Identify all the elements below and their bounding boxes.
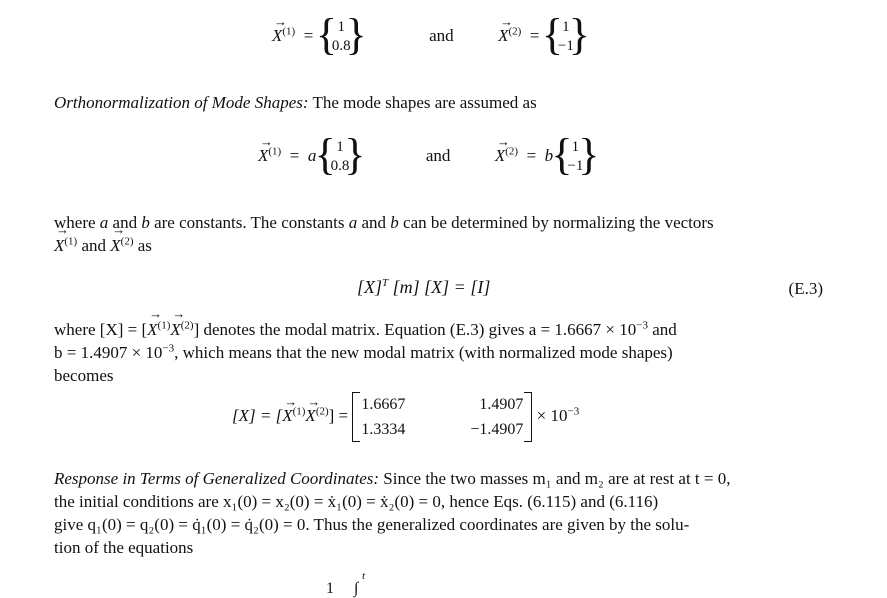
vector-x1-superscript: (1) <box>64 235 78 248</box>
equals-sign: = <box>285 145 304 165</box>
equation-modal-matrix <box>232 392 579 442</box>
conjunction-and: and <box>429 25 454 45</box>
superscript: (2) <box>315 405 329 418</box>
text-fragment: and <box>652 320 677 339</box>
equals-sign: = <box>299 25 318 45</box>
paragraph-modal-matrix <box>54 318 824 387</box>
e3-mass-matrix: [m] <box>392 277 420 297</box>
text-fragment: where [X] = [ <box>54 320 148 339</box>
vector-x1-value-1: { 1 <box>337 19 345 35</box>
vector-x2-superscript: (2) <box>508 25 522 38</box>
section-heading-response: Response in Terms of Generalized Coordinates: <box>54 469 380 488</box>
matrix-cell: 1.3334 <box>361 421 406 438</box>
e3-transpose-sup: T <box>382 277 389 289</box>
symbol-a: a <box>99 213 109 232</box>
exponent-b: −3 <box>162 342 175 355</box>
matrix-cell: −1.4907 <box>470 421 524 438</box>
vector-x2-symbol: → X <box>305 406 315 426</box>
vector-x1-superscript: (1) <box>282 25 296 38</box>
vector-x2-symbol: → X <box>498 26 508 46</box>
partial-equation-t-label: t <box>362 570 366 582</box>
vector-x2-value-2: −1 <box>567 158 584 174</box>
conjunction-and: and <box>425 145 451 165</box>
coefficient-a: a <box>307 145 317 165</box>
equation-mode-shapes-initial <box>272 18 584 56</box>
vector-x1-symbol: → X <box>282 406 292 426</box>
vector-x2-value-1: { 1 <box>562 19 570 35</box>
vector-x1-value-1: { 1 <box>336 139 344 155</box>
response-line-1: Since the two masses m₁ and m₂ are at rest at t = 0, <box>383 469 731 488</box>
vector-x1-symbol: → X <box>147 318 157 341</box>
symbol-b: b <box>390 213 399 232</box>
vector-x2-superscript: (2) <box>505 145 519 158</box>
modal-matrix-mid: ] = <box>328 405 349 425</box>
equals-sign: = <box>522 145 541 165</box>
symbol-b: b <box>141 213 150 232</box>
e3-x-matrix: [X] <box>424 277 450 297</box>
matrix-cell: 1.4907 <box>479 396 524 413</box>
vector-x2-values <box>548 18 584 56</box>
vector-x1-assumed-values <box>321 138 360 176</box>
equals-sign: = <box>525 25 544 45</box>
paragraph-response <box>54 467 824 559</box>
vector-x2-superscript: (2) <box>120 235 134 248</box>
text-fragment: and <box>112 213 138 232</box>
vector-x2-assumed-values <box>557 138 593 176</box>
orthonormalization-text: The mode shapes are assumed as <box>312 93 537 112</box>
equation-mode-shapes-assumed <box>258 138 593 176</box>
text-fragment: and <box>81 236 107 255</box>
paragraph-constants <box>54 211 824 257</box>
response-line-2: the initial conditions are x₁(0) = x₂(0) = ẋ₁(0) = ẋ₂(0) = 0, hence Eqs. (6.115) and (6.116) <box>54 492 659 511</box>
text-fragment: and <box>361 213 387 232</box>
vector-x2-symbol: → X <box>110 234 120 257</box>
vector-x2-symbol: → X <box>170 318 180 341</box>
exponent-a: −3 <box>636 319 648 332</box>
text-fragment: as <box>137 236 152 255</box>
superscript: (1) <box>292 405 306 418</box>
superscript: (1) <box>157 319 171 332</box>
modal-matrix-values <box>352 392 532 442</box>
response-line-3: give q₁(0) = q₂(0) = q̇₁(0) = q̇₂(0) = 0. Thus the generalized coordinates are given by the solu- <box>54 515 690 534</box>
partial-equation-integral-sign: 1 ∫ <box>326 580 359 597</box>
matrix-row-1 <box>361 392 523 417</box>
vector-x1-values <box>322 18 361 56</box>
superscript: (2) <box>180 319 194 332</box>
text-fragment: , which means that the new modal matrix (with normalized mode shapes) <box>174 343 673 362</box>
vector-x2-symbol: → X <box>495 146 505 166</box>
modal-matrix-lhs: [X] = [ <box>232 405 283 425</box>
symbol-a: a <box>348 213 358 232</box>
vector-x1-symbol: → X <box>54 234 64 257</box>
equation-number-e3: (E.3) <box>788 279 823 298</box>
vector-x2-value-1: { 1 <box>571 139 580 155</box>
scale-factor: × 10 <box>536 405 568 425</box>
scale-exponent: −3 <box>567 405 580 418</box>
vector-x1-symbol: → X <box>258 146 268 166</box>
vector-x1-superscript: (1) <box>268 145 282 158</box>
vector-x1-value-2: 0.8 <box>331 38 351 54</box>
text-fragment: ] denotes the modal matrix. Equation (E.3) gives a = 1.6667 × 10 <box>193 320 637 339</box>
vector-x1-value-2: 0.8 <box>330 158 350 174</box>
text-fragment: becomes <box>54 366 114 385</box>
text-fragment: b = 1.4907 × 10 <box>54 343 163 362</box>
e3-identity: = [I] <box>453 277 491 297</box>
text-fragment: are constants. The constants <box>154 213 345 232</box>
text-fragment: can be determined by normalizing the vectors <box>403 213 714 232</box>
vector-x1-symbol: → X <box>272 26 282 46</box>
matrix-cell: 1.6667 <box>361 396 406 413</box>
coefficient-b: b <box>544 145 554 165</box>
section-heading-orthonormalization: Orthonormalization of Mode Shapes: <box>54 93 309 112</box>
vector-x2-value-2: −1 <box>557 38 574 54</box>
e3-x-transpose: [X] <box>357 277 383 297</box>
equation-e3 <box>357 277 490 298</box>
orthonormalization-paragraph <box>54 93 537 113</box>
matrix-row-2 <box>361 417 523 442</box>
response-line-4: tion of the equations <box>54 538 194 557</box>
text-fragment: where <box>54 213 96 232</box>
